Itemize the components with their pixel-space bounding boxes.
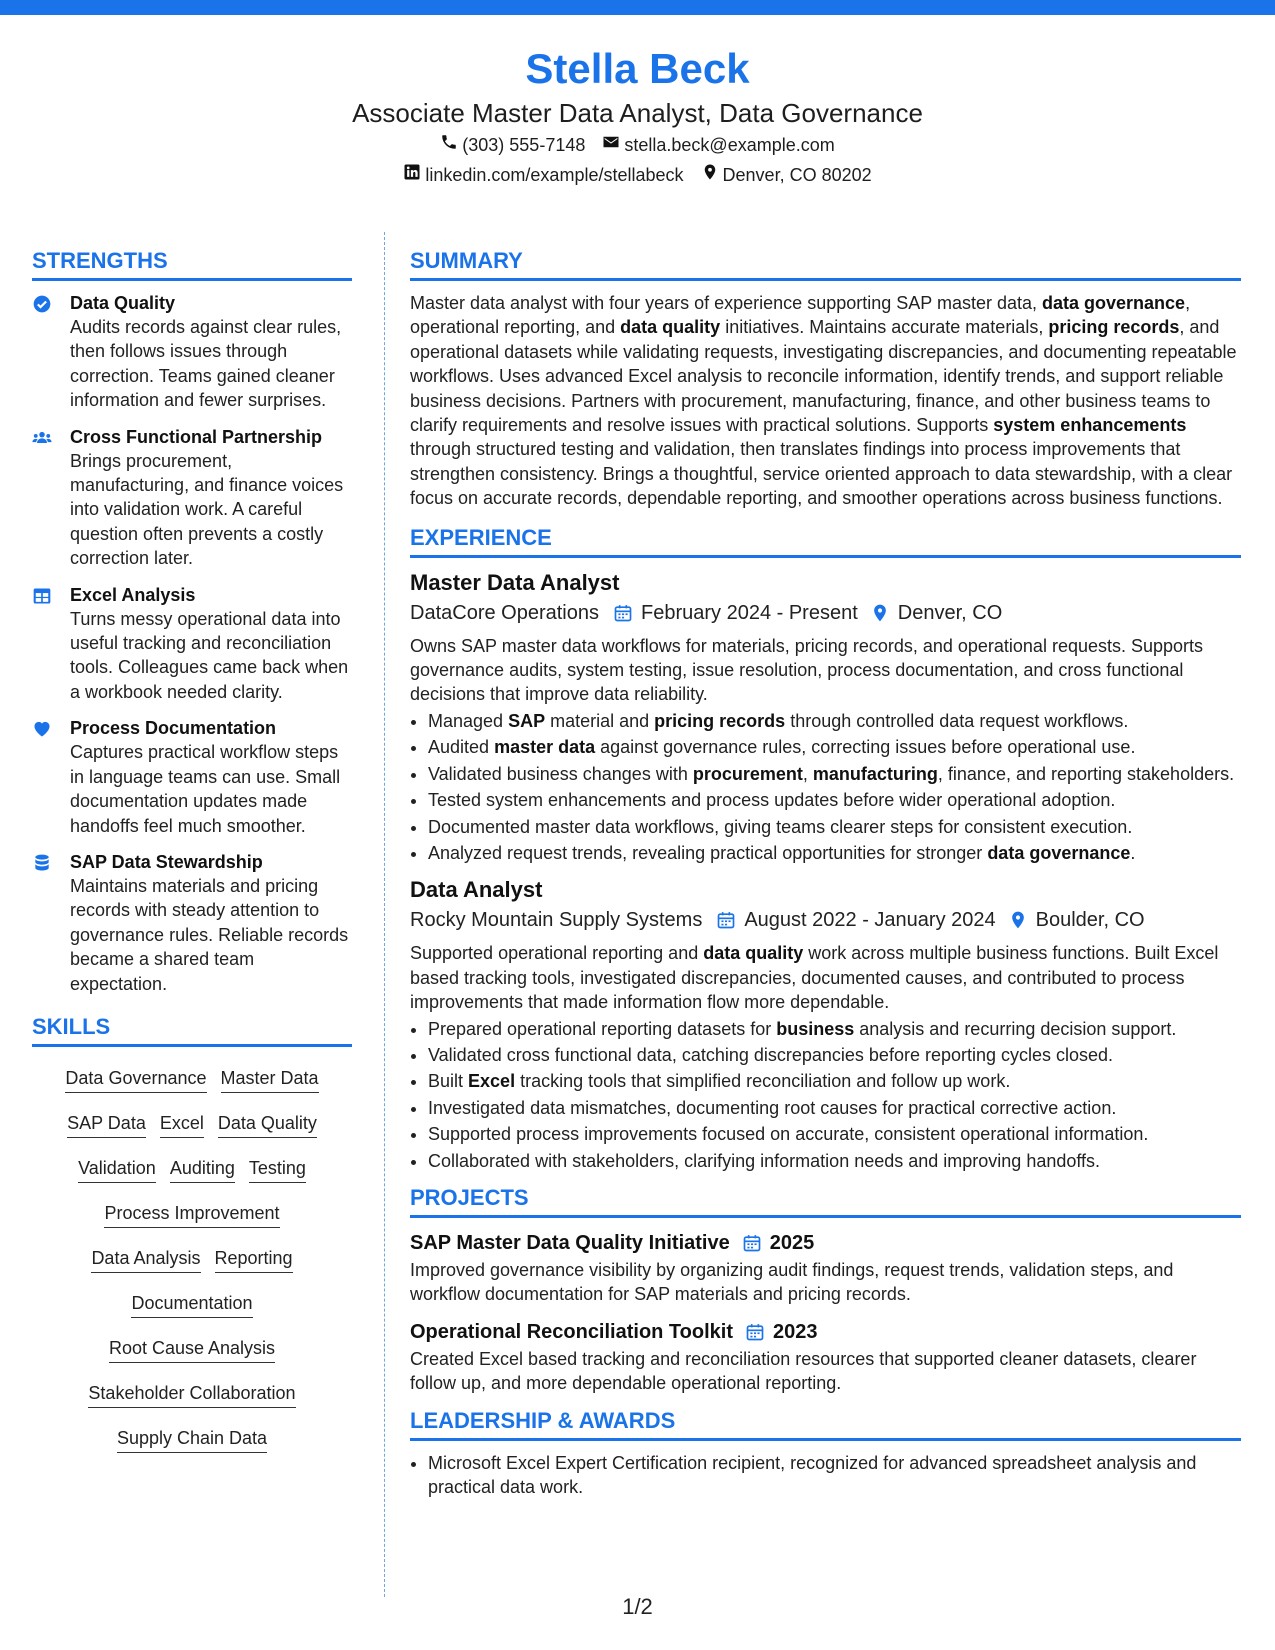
right-column (410, 246, 1241, 1509)
job-location: Boulder, CO (1035, 909, 1145, 932)
bullet-item: • Documented master data workflows, giving teams clearer steps for consistent execution. (428, 815, 1241, 839)
project-year: 2023 (773, 1320, 818, 1343)
skill-tag: SAP Data (67, 1111, 146, 1138)
job-meta (410, 598, 1241, 628)
project-title (410, 1228, 1241, 1258)
bullet-item: • Built Excel tracking tools that simplified reconciliation and follow up work. (428, 1069, 1241, 1093)
experience-list (410, 568, 1241, 1173)
strength-item (32, 291, 352, 413)
table-icon (32, 583, 70, 705)
project-name: SAP Master Data Quality Initiative (410, 1231, 730, 1254)
strength-desc: Audits records against clear rules, then follows issues through correction. Teams gained cleaner information and fewer surprises. (70, 317, 342, 411)
job-meta (410, 905, 1241, 935)
job-dates: February 2024 - Present (640, 601, 858, 624)
skill-row (32, 1147, 352, 1192)
skill-tag: Data Governance (65, 1066, 206, 1093)
email-text: stella.beck@example.com (624, 135, 835, 155)
column-divider (384, 232, 385, 1597)
resume-header (0, 44, 1275, 190)
email-item[interactable] (602, 130, 834, 160)
company-name: Rocky Mountain Supply Systems (410, 909, 703, 932)
skill-row (32, 1102, 352, 1147)
job-description: Supported operational reporting and data quality work across multiple business functions. Built Excel based tracking tools, investigated discrepancies, documented causes, and contributed to process improvements that made information flow more dependable. (410, 943, 1219, 1013)
skill-tag: Documentation (131, 1291, 252, 1318)
skills-heading: SKILLS (32, 1012, 352, 1047)
phone-icon (440, 130, 462, 160)
strength-desc: Turns messy operational data into useful tracking and reconciliation tools. Colleagues came back when a workbook needed clarity. (70, 608, 349, 702)
heart-icon (32, 716, 70, 838)
skill-row (32, 1282, 352, 1327)
strengths-heading: STRENGTHS (32, 246, 352, 281)
job-location: Denver, CO (897, 601, 1003, 624)
project-name: Operational Reconciliation Toolkit (410, 1320, 733, 1343)
strength-desc: Captures practical workflow steps in language teams can use. Small documentation updates made handoffs feel much smoother. (70, 742, 341, 836)
users-icon (32, 425, 70, 571)
top-accent-bar (0, 0, 1275, 15)
skill-tag: Validation (78, 1156, 156, 1183)
strength-title: Process Documentation (70, 718, 277, 739)
linkedin-text: linkedin.com/example/stellabeck (425, 165, 684, 185)
contact-row-1 (0, 130, 1275, 160)
envelope-icon (602, 130, 624, 160)
map-pin-icon (996, 910, 1036, 930)
project-description: Created Excel based tracking and reconciliation resources that supported cleaner datasets, clearer follow up, and more dependable operational reporting. (410, 1348, 1197, 1394)
bullet-item: • Managed SAP material and pricing records through controlled data request workflows. (428, 709, 1241, 733)
strength-item (32, 583, 352, 705)
skill-tag: Auditing (170, 1156, 235, 1183)
skill-tag: Data Quality (218, 1111, 317, 1138)
database-icon (32, 850, 70, 996)
job-bullets (410, 709, 1241, 865)
skill-tag: Process Improvement (104, 1201, 279, 1228)
skill-tag: Reporting (215, 1246, 293, 1273)
map-pin-icon (858, 603, 898, 623)
job-bullets (410, 1017, 1241, 1173)
company-name: DataCore Operations (410, 601, 599, 624)
skill-row (32, 1327, 352, 1372)
location-text: Denver, CO 80202 (722, 165, 872, 185)
skills-list (32, 1057, 352, 1462)
left-column (32, 246, 352, 1462)
skill-tag: Stakeholder Collaboration (88, 1381, 295, 1408)
award-item: • Microsoft Excel Expert Certification recipient, recognized for advanced spreadsheet analysis and practical data work. (428, 1451, 1241, 1500)
map-pin-icon (701, 160, 723, 190)
phone-text: (303) 555-7148 (462, 135, 586, 155)
summary-text: Master data analyst with four years of experience supporting SAP master data, data governance, operational reporting, and data quality initiatives. Maintains accurate materials, pricing records, and operational datasets while validating requests, investigating discrepancies, and documenting repeatable workflows. Uses advanced Excel analysis to reconcile information, identify trends, and support reliable business decisions. Partners with procurement, manufacturing, finance, and other business teams to clarify requirements and resolve issues with practical solutions. Supports system enhancements through structured testing and validation, then translates findings into process improvements that strengthen consistency. Brings a thoughtful, service oriented approach to data stewardship, with a clear focus on accurate records, dependable reporting, and smoother operations across business functions. (410, 293, 1237, 509)
skill-tag: Data Analysis (91, 1246, 200, 1273)
bullet-item: • Validated cross functional data, catching discrepancies before reporting cycles closed. (428, 1043, 1241, 1067)
projects-list (410, 1228, 1241, 1396)
calendar-icon (733, 1322, 773, 1342)
skill-tag: Excel (160, 1111, 204, 1138)
job-dates: August 2022 - January 2024 (744, 909, 996, 932)
strength-title: Excel Analysis (70, 584, 196, 605)
contact-row-2 (0, 160, 1275, 190)
calendar-icon (702, 910, 744, 930)
strength-title: Cross Functional Partnership (70, 426, 323, 447)
bullet-item: • Analyzed request trends, revealing practical opportunities for stronger data governance. (428, 841, 1241, 865)
strength-item (32, 425, 352, 571)
candidate-headline: Associate Master Data Analyst, Data Governance (352, 98, 923, 128)
projects-heading: PROJECTS (410, 1183, 1241, 1218)
skill-row (32, 1057, 352, 1102)
skill-tag: Testing (249, 1156, 306, 1183)
bullet-item: • Investigated data mismatches, documenting root causes for practical corrective action. (428, 1096, 1241, 1120)
calendar-icon (599, 603, 641, 623)
project-title (410, 1317, 1241, 1347)
skill-row (32, 1372, 352, 1417)
linkedin-item[interactable] (403, 160, 683, 190)
strength-desc: Brings procurement, manufacturing, and finance voices into validation work. A careful question often prevents a costly correction later. (70, 450, 344, 569)
bullet-item: • Supported process improvements focused on accurate, consistent operational information. (428, 1122, 1241, 1146)
project-year: 2025 (769, 1231, 815, 1254)
page-number: 1/2 (622, 1594, 653, 1619)
calendar-icon (730, 1233, 770, 1253)
phone-item (440, 130, 585, 160)
summary-heading: SUMMARY (410, 246, 1241, 281)
bullet-item: • Tested system enhancements and process updates before wider operational adoption. (428, 788, 1241, 812)
skill-row (32, 1237, 352, 1282)
project-description: Improved governance visibility by organizing audit findings, request trends, validation steps, and workflow documentation for SAP materials and pricing records. (410, 1259, 1174, 1305)
job-title: Master Data Analyst (410, 569, 620, 595)
strength-item (32, 850, 352, 996)
skill-tag: Supply Chain Data (117, 1426, 267, 1453)
strength-title: Data Quality (70, 293, 176, 313)
linkedin-icon (403, 160, 425, 190)
experience-heading: EXPERIENCE (410, 523, 1241, 558)
strength-title: SAP Data Stewardship (70, 851, 263, 872)
candidate-name: Stella Beck (525, 45, 750, 92)
bullet-item: • Collaborated with stakeholders, clarifying information needs and improving handoffs. (428, 1149, 1241, 1173)
skill-tag: Root Cause Analysis (109, 1336, 275, 1363)
location-item (701, 160, 872, 190)
strength-desc: Maintains materials and pricing records with steady attention to governance rules. Reliable records became a shared team expectation. (70, 875, 349, 994)
bullet-item: • Validated business changes with procurement, manufacturing, finance, and reporting stakeholders. (428, 762, 1241, 786)
bullet-item: • Prepared operational reporting datasets for business analysis and recurring decision support. (428, 1017, 1241, 1041)
skill-tag: Master Data (221, 1066, 319, 1093)
skill-row (32, 1417, 352, 1462)
skill-row (32, 1192, 352, 1237)
awards-heading: LEADERSHIP & AWARDS (410, 1406, 1241, 1441)
strength-item (32, 716, 352, 838)
check-circle-icon (32, 291, 70, 413)
job-description: Owns SAP master data workflows for materials, pricing records, and operational requests. Supports governance audits, system testing, issue resolution, process documentation, and cross functional decisions that improve data reliability. (410, 635, 1204, 705)
bullet-item: • Audited master data against governance rules, correcting issues before operational use. (428, 735, 1241, 759)
job-title: Data Analyst (410, 877, 543, 903)
awards-list (410, 1451, 1241, 1500)
